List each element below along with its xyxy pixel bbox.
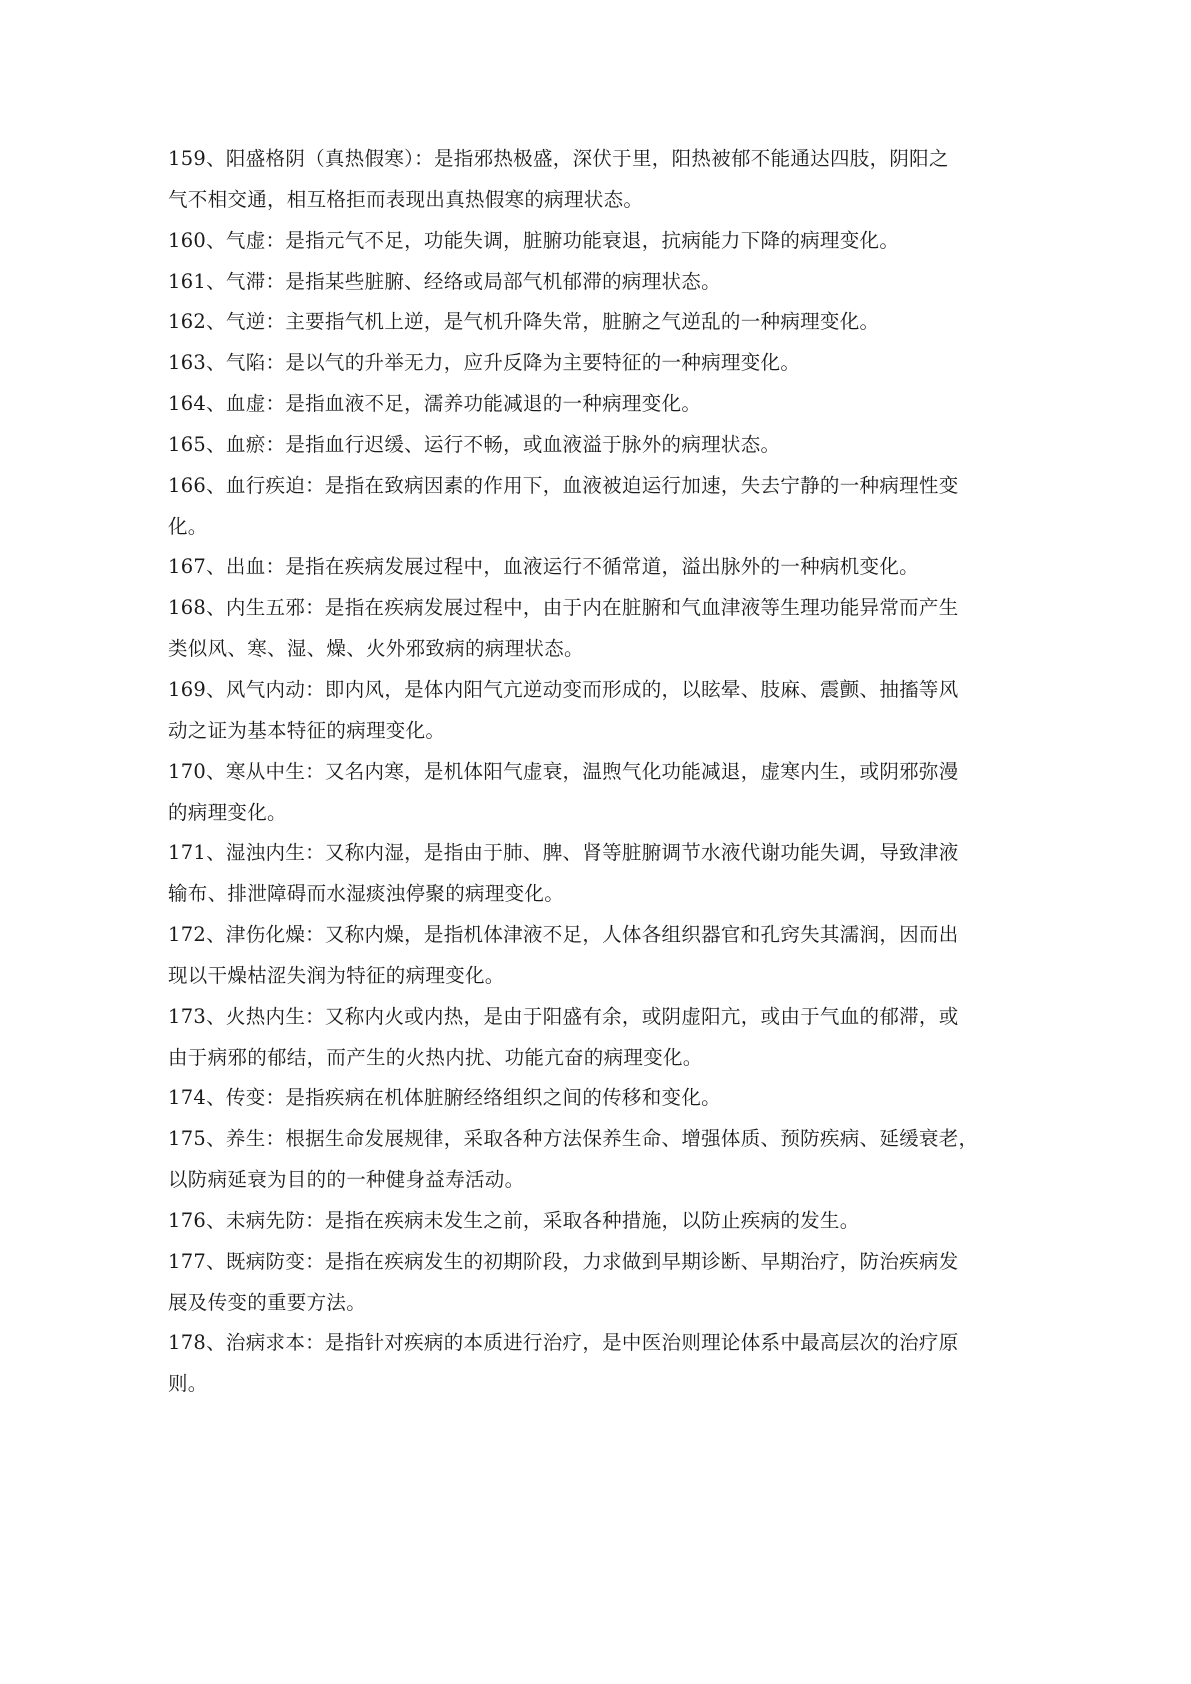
text-line: 164、血虚：是指血液不足，濡养功能减退的一种病理变化。 (168, 392, 702, 416)
text-line: 159、阳盛格阴（真热假寒）：是指邪热极盛，深伏于里，阳热被郁不能通达四肢，阴阳之 (168, 147, 949, 170)
definition-entry (168, 349, 948, 390)
text-line: 177、既病防变：是指在疾病发生的初期阶段，力求做到早期诊断、早期治疗，防治疾病发 (168, 1249, 959, 1273)
definition-entry (168, 145, 948, 227)
text-line: 175、养生：根据生命发展规律，采取各种方法保养生命、增强体质、预防疾病、延缓衰老， (168, 1127, 979, 1151)
definition-entry (168, 1084, 948, 1125)
definition-entry (168, 227, 948, 268)
text-line: 展及传变的重要方法。 (168, 1290, 367, 1314)
text-line: 160、气虚：是指元气不足，功能失调，脏腑功能衰退，抗病能力下降的病理变化。 (168, 228, 900, 252)
text-line: 171、湿浊内生：又称内湿，是指由于肺、脾、肾等脏腑调节水液代谢功能失调，导致津液 (168, 841, 959, 865)
text-line: 168、内生五邪：是指在疾病发展过程中，由于内在脏腑和气血津液等生理功能异常而产生 (168, 596, 959, 620)
text-line: 以防病延衰为目的的一种健身益寿活动。 (168, 1168, 525, 1192)
text-line: 169、风气内动：即内风，是体内阳气亢逆动变而形成的，以眩晕、肢麻、震颤、抽搐等风 (168, 677, 959, 701)
definition-entry (168, 676, 959, 758)
definition-entry (168, 1207, 948, 1248)
text-line: 172、津伤化燥：又称内燥，是指机体津液不足，人体各组织器官和孔窍失其濡润，因而出 (168, 923, 959, 947)
text-line: 161、气滞：是指某些脏腑、经络或局部气机郁滞的病理状态。 (168, 269, 721, 293)
text-line: 174、传变：是指疾病在机体脏腑经络组织之间的传移和变化。 (168, 1086, 721, 1110)
definition-entry (168, 839, 959, 921)
text-line: 178、治病求本：是指针对疾病的本质进行治疗，是中医治则理论体系中最高层次的治疗原 (168, 1331, 959, 1355)
text-line: 现以干燥枯涩失润为特征的病理变化。 (168, 963, 505, 987)
text-line: 167、出血：是指在疾病发展过程中，血液运行不循常道，溢出脉外的一种病机变化。 (168, 555, 919, 579)
definition-entry (168, 1003, 959, 1085)
text-line: 173、火热内生：又称内火或内热，是由于阳盛有余，或阴虚阳亢，或由于气血的郁滞，或 (168, 1004, 959, 1028)
text-line: 163、气陷：是以气的升举无力，应升反降为主要特征的一种病理变化。 (168, 351, 801, 375)
text-line: 由于病邪的郁结，而产生的火热内扰、功能亢奋的病理变化。 (168, 1045, 703, 1069)
text-line: 则。 (168, 1372, 208, 1396)
definition-entry (168, 1248, 959, 1330)
text-line: 气不相交通，相互格拒而表现出真热假寒的病理状态。 (168, 187, 644, 211)
definition-entry (168, 1329, 959, 1411)
definition-entry (168, 390, 948, 431)
text-line: 166、血行疾迫：是指在致病因素的作用下，血液被迫运行加速，失去宁静的一种病理性变 (168, 473, 959, 497)
document-body (168, 145, 979, 1411)
definition-entry (168, 268, 948, 309)
definition-entry (168, 553, 948, 594)
definition-entry (168, 1125, 979, 1207)
text-line: 类似风、寒、湿、燥、火外邪致病的病理状态。 (168, 637, 584, 661)
definition-entry (168, 431, 948, 472)
definition-entry (168, 921, 959, 1003)
text-line: 的病理变化。 (168, 800, 287, 824)
text-line: 165、血瘀：是指血行迟缓、运行不畅，或血液溢于脉外的病理状态。 (168, 432, 781, 456)
definition-entry (168, 308, 948, 349)
definition-entry (168, 594, 959, 676)
text-line: 动之证为基本特征的病理变化。 (168, 718, 446, 742)
definition-entry (168, 472, 959, 554)
text-line: 170、寒从中生：又名内寒，是机体阳气虚衰，温煦气化功能减退，虚寒内生，或阴邪弥漫 (168, 759, 959, 783)
text-line: 162、气逆：主要指气机上逆，是气机升降失常，脏腑之气逆乱的一种病理变化。 (168, 310, 880, 334)
definition-entry (168, 758, 959, 840)
text-line: 化。 (168, 514, 208, 538)
text-line: 输布、排泄障碍而水湿痰浊停聚的病理变化。 (168, 882, 565, 906)
text-line: 176、未病先防：是指在疾病未发生之前，采取各种措施，以防止疾病的发生。 (168, 1208, 860, 1232)
